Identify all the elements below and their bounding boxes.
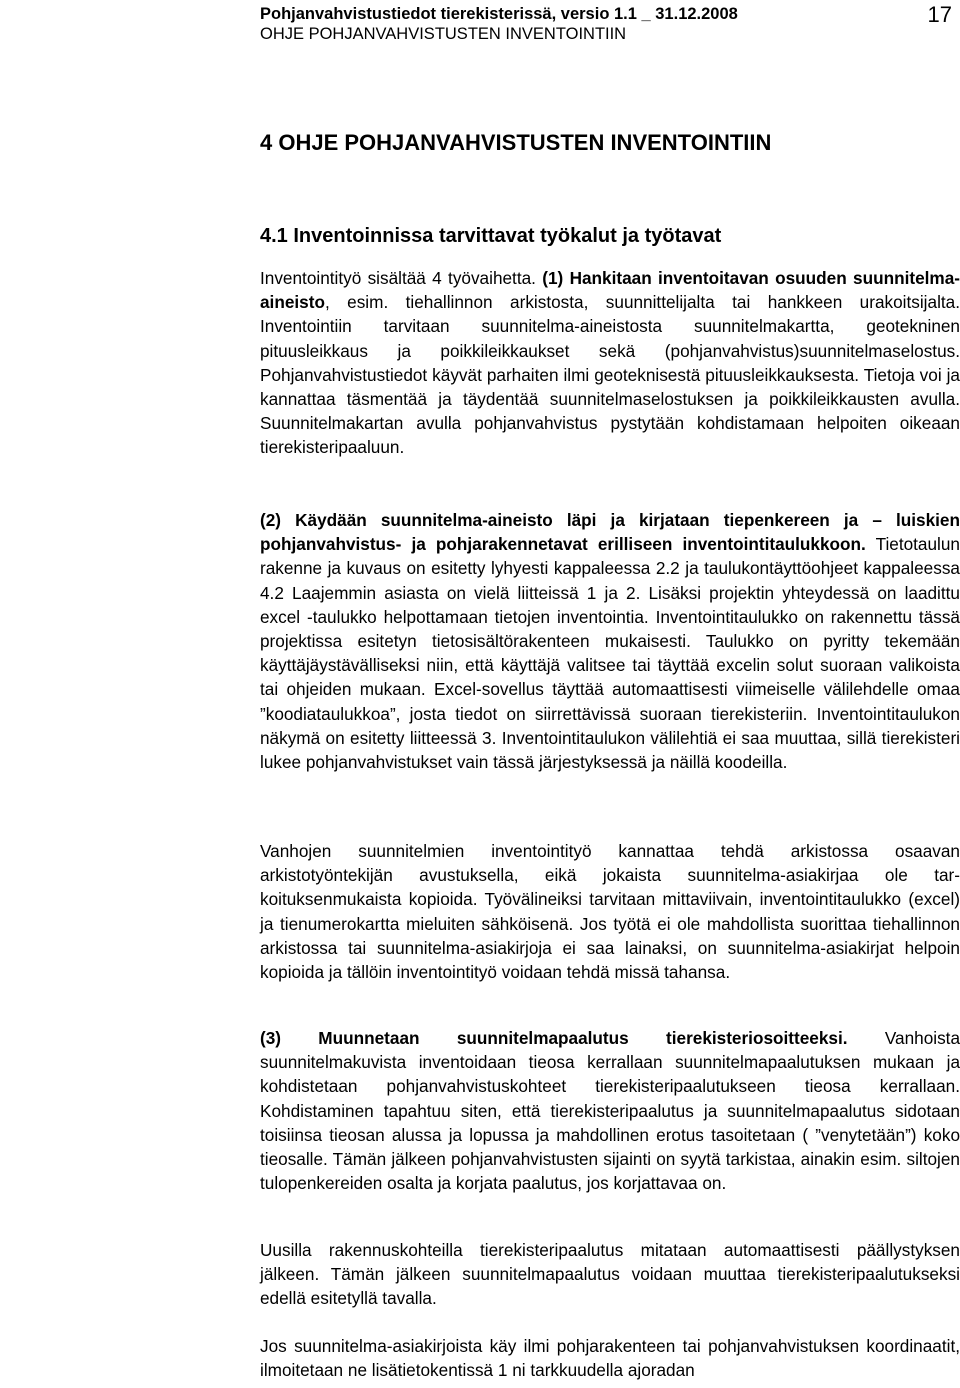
paragraph-step-1 bbox=[260, 266, 960, 460]
paragraph-text: Inventointityö sisältää 4 työvaihetta. bbox=[260, 268, 543, 288]
subsection-heading: 4.1 Inventoinnissa tarvittavat työkalut ja työtavat bbox=[260, 225, 722, 247]
paragraph-step-3 bbox=[260, 1026, 960, 1195]
paragraph-coordinates: Jos suunnitelma-asiakirjoista käy ilmi pohjarakenteen tai pohjanvahvistuksen koordinaatit, ilmoitetaan ne lisätietokentissä 1 ni tarkkuudella ajoradan bbox=[260, 1336, 960, 1381]
section-heading: 4 OHJE POHJANVAHVISTUSTEN INVENTOINTIIN bbox=[260, 130, 772, 155]
document-title: Pohjanvahvistustiedot tierekisterissä, versio 1.1 _ 31.12.2008 bbox=[260, 5, 738, 23]
paragraph-text: Vanhoista suunnitelmakuvista inventoidaan tieosa kerrallaan suunnitelmapaalutuksen mukaan ja kohdistetaan pohjanvahvistuskohteet tierekisteripaalutukseen tieosa kerrallaan. Kohdistaminen tapahtuu siten, että tierekisteripaalutus ja suunnitelmapaalutus sidotaan toisiinsa tieosan alussa ja lopussa ja mahdollinen erotus tasoitetaan ( ”venytetään”) koko tieosalle. Tämän jälkeen pohjanvahvistusten sijainti on syytä tarkistaa, ainakin esim. siltojen tulopenkereiden osalta ja korjata paalutus, jos korjattavaa on. bbox=[260, 1028, 960, 1194]
page-number: 17 bbox=[927, 2, 952, 27]
paragraph-text: Tietotaulun rakenne ja kuvaus on esitetty lyhyesti kappaleessa 2.2 ja taulukontäyttöohjeet kappaleessa 4.2 Laajemmin asiasta on vielä liitteissä 1 ja 2. Lisäksi projektin yhteydessä on laadittu excel -taulukko helpottamaan tietojen inventointia. Inventointitaulukko on rakennettu tässä projektissa esitetyn tietosisältörakenteen mukaisesti. Taulukko on pyritty tekemään käyttäjäystävälliseksi niin, että käyttäjä valitsee tai täyttää excelin solut suoraan valikoista tai ohjeiden mukaan. Excel-sovellus täyttää automaattisesti viimeiselle välilehdelle omaa ”koodiataulukkoa”, josta tiedot on siirrettävissä suoraan tierekisteriin. Inventointitaulukon näkymä on esitetty liitteessä 3. Inventointitaulukon välilehtiä ei saa muuttaa, sillä tierekisteri lukee pohjanvahvistukset vain tässä järjestyksessä ja näillä koodeilla. bbox=[260, 534, 960, 773]
step-3-heading: (3) Muunnetaan suunnitelmapaalutus tierekisteriosoitteeksi. bbox=[260, 1028, 848, 1048]
paragraph-text: , esim. tiehallinnon arkistosta, suunnittelijalta tai hankkeen urakoitsijalta. Inventointiin tarvitaan suunnitelma-aineistosta suunnitelmakartta, geotekninen pituusleikkaus ja poikkileikkaukset sekä (pohjanvahvistus)suunnitelmaselostus. Pohjanvahvistustiedot käyvät parhaiten ilmi geoteknisestä pituusleikkauksesta. Tietoja voi ja kannattaa täsmentää ja täydentää suunnitelmaselostuksen ja poikkileikkausten avulla. Suunnitelmakartan avulla pohjanvahvistus pystytään kohdistamaan helpoiten oikeaan tierekisteripaaluun. bbox=[260, 292, 960, 458]
running-header bbox=[260, 4, 960, 44]
step-1-heading: (1) Hankitaan inventoitavan osuuden suunnitelma-aineisto bbox=[260, 268, 960, 313]
chapter-title: OHJE POHJANVAHVISTUSTEN INVENTOINTIIN bbox=[260, 25, 627, 43]
paragraph-archive: Vanhojen suunnitelmien inventointityö kannattaa tehdä arkistossa osaavan arkistotyöntekijän avustuksella, eikä jokaista suunnitelma-asiakirjaa ole tarkoituksenmukaista kopioida. Työvälineiksi tarvitaan mittaviivain, inventointitaulukko (excel) ja tienumerokartta mieluiten sähköisenä. Jos työtä ei ole mahdollista suorittaa tiehallinnon arkistossa tai suunnitelma-asiakirjoja ei saa lainaksi, on suunnitelma-asiakirjat helpoin kopioida ja tällöin inventointityö voidaan tehdä missä tahansa. bbox=[260, 841, 960, 983]
paragraph-step-2 bbox=[260, 508, 960, 774]
step-2-heading: (2) Käydään suunnitelma-aineisto läpi ja kirjataan tiepenkereen ja – luiskien pohjanvahvistus- ja pohjarakennetavat erilliseen inventointitaulukkoon. bbox=[260, 510, 960, 555]
paragraph-new-projects: Uusilla rakennuskohteilla tierekisteripaalutus mitataan automaattisesti päällystyksen jälkeen. Tämän jälkeen suunnitelmapaalutus voidaan muuttaa tierekisteripaalutukseksi edellä esitetyllä tavalla. bbox=[260, 1240, 960, 1309]
